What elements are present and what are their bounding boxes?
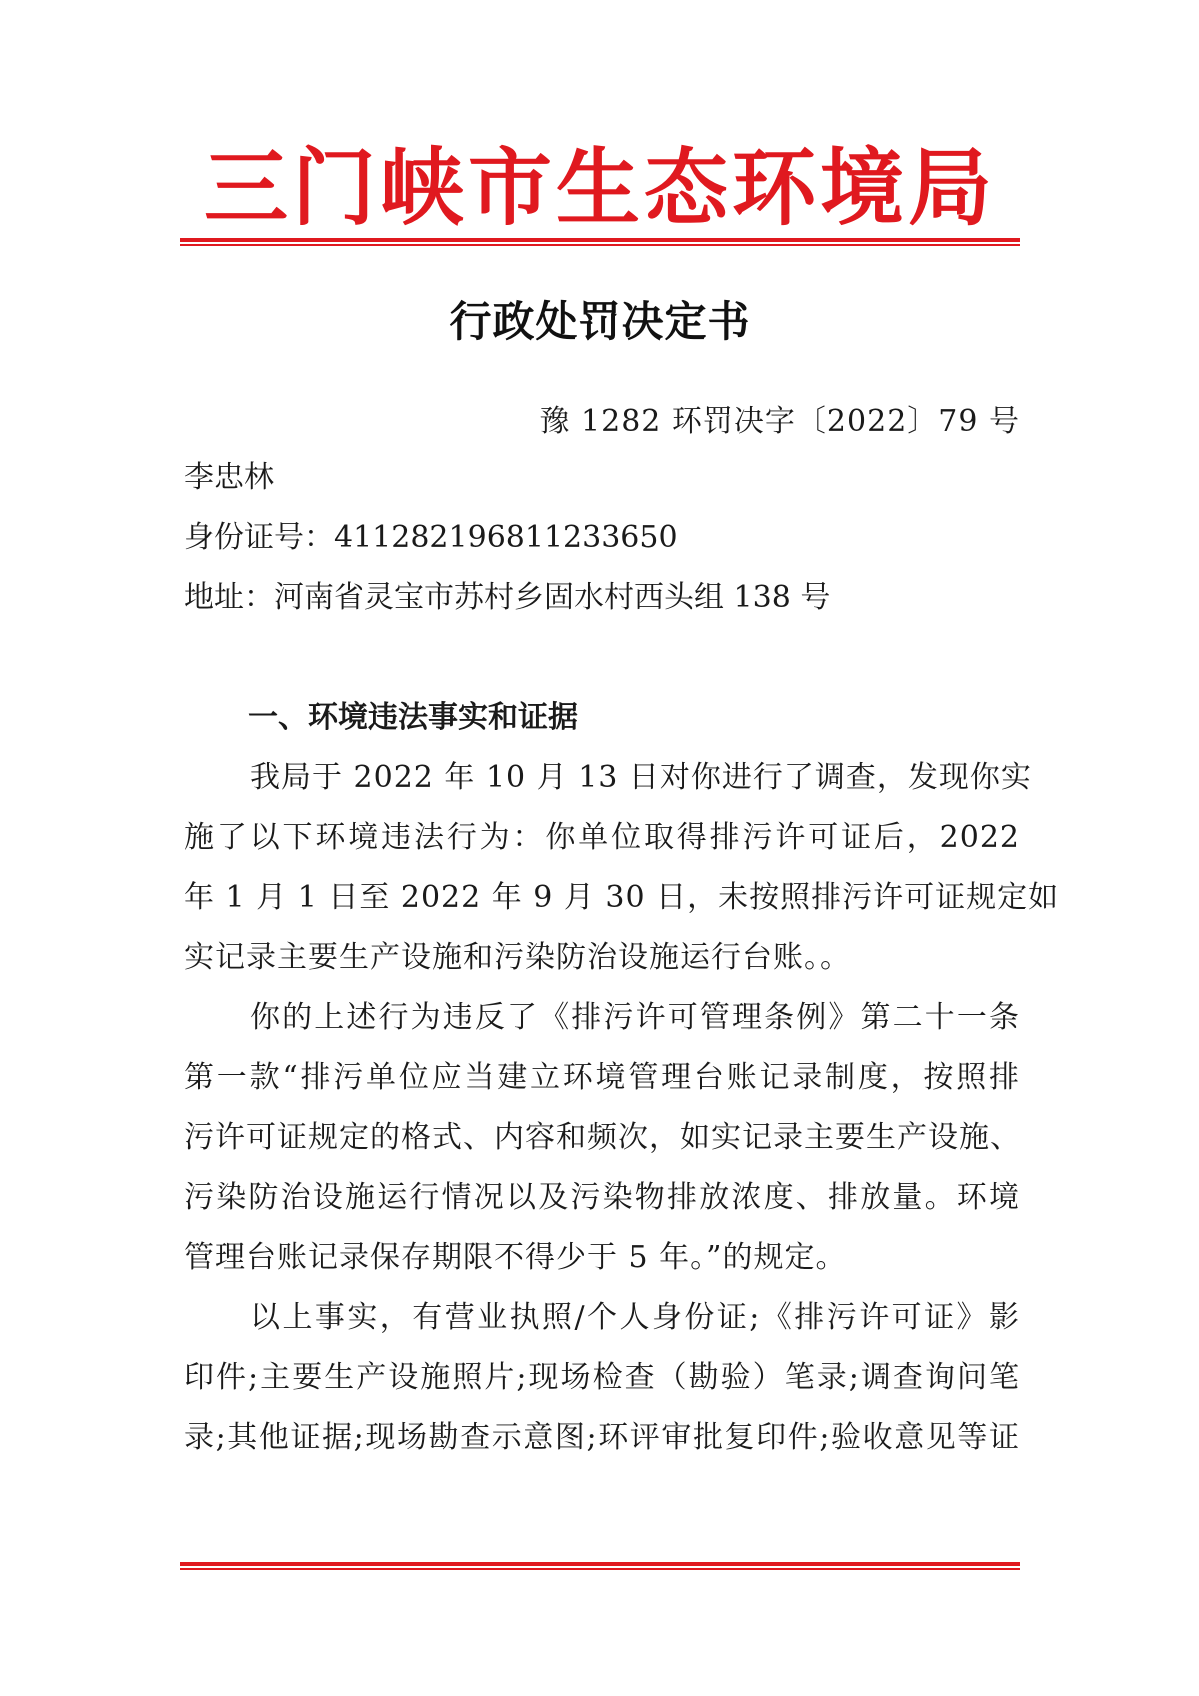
paragraph-line: 我局于 2022 年 10 月 13 日对你进行了调查，发现你实 [250, 760, 1032, 795]
paragraph-line: 印件;主要生产设施照片;现场检查（勘验）笔录;调查询问笔 [184, 1360, 1020, 1395]
header-red-rule [180, 238, 1020, 246]
document-number: 豫 1282 环罚决字〔2022〕79 号 [539, 404, 1020, 439]
paragraph-line: 你的上述行为违反了《排污许可管理条例》第二十一条 [250, 1000, 1020, 1035]
paragraph-line: 录;其他证据;现场勘查示意图;环评审批复印件;验收意见等证 [184, 1420, 1020, 1455]
paragraph-line: 实记录主要生产设施和污染防治设施运行台账。。 [184, 940, 851, 975]
section-heading: 一、环境违法事实和证据 [248, 700, 578, 735]
organization-header: 三门峡市生态环境局 [203, 138, 996, 237]
paragraph-line: 年 1 月 1 日至 2022 年 9 月 30 日，未按照排污许可证规定如 [184, 880, 1060, 915]
paragraph-line: 污许可证规定的格式、内容和频次，如实记录主要生产设施、 [184, 1120, 1021, 1155]
paragraph-line: 第一款“排污单位应当建立环境管理台账记录制度，按照排 [184, 1060, 1020, 1095]
party-id-number: 身份证号：411282196811233650 [184, 520, 678, 555]
paragraph-line: 管理台账记录保存期限不得少于 5 年。”的规定。 [184, 1240, 847, 1275]
footer-red-rule [180, 1562, 1020, 1570]
document-title: 行政处罚决定书 [449, 297, 751, 346]
paragraph-line: 污染防治设施运行情况以及污染物排放浓度、排放量。环境 [184, 1180, 1020, 1215]
paragraph-line: 施了以下环境违法行为：你单位取得排污许可证后，2022 [184, 820, 1020, 855]
party-address: 地址：河南省灵宝市苏村乡固水村西头组 138 号 [184, 580, 831, 615]
paragraph-line: 以上事实，有营业执照/个人身份证;《排污许可证》影 [250, 1300, 1020, 1335]
party-name: 李忠林 [184, 460, 274, 495]
